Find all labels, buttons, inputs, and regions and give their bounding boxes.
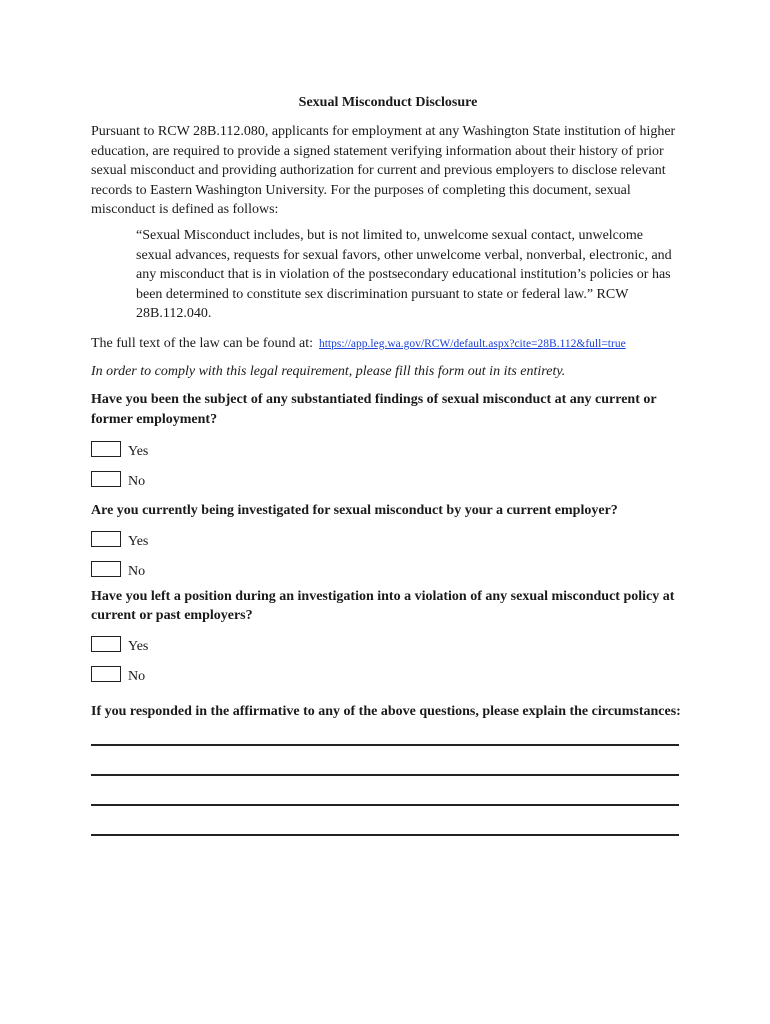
explanation-prompt: If you responded in the affirmative to any of the above questions, please explain the circumstances: [91, 703, 681, 719]
question-3-yes-checkbox[interactable] [91, 636, 121, 652]
question-1-yes-label: Yes [128, 444, 149, 460]
question-3-yes-label: Yes [128, 638, 149, 654]
question-1-text: Have you been the subject of any substantiated findings of sexual misconduct at any current or former employment? [91, 391, 657, 427]
question-1-options [91, 437, 681, 497]
definition-quote: “Sexual Misconduct includes, but is not limited to, unwelcome sexual contact, unwelcome sexual advances, requests for sexual favors, other unwelcome verbal, nonverbal, electronic, and any misconduct that is in violation of the postsecondary educational institution’s policies or has been determined to constitute sex discrimination pursuant to state or federal law.” RCW 28B.112.040. [136, 227, 672, 322]
question-block-1 [91, 390, 681, 497]
explanation-block [91, 702, 681, 836]
question-2-yes-checkbox[interactable] [91, 531, 121, 547]
answer-line-2[interactable] [91, 774, 679, 776]
question-2-yes-label: Yes [128, 533, 149, 549]
question-2-text: Are you currently being investigated for sexual misconduct by your a current employer? [91, 503, 618, 519]
question-3-no-checkbox[interactable] [91, 666, 121, 682]
question-1-option-yes [91, 437, 681, 467]
question-3-text: Have you left a position during an investigation into a violation of any sexual misconduct policy at current or past employers? [91, 588, 675, 624]
instruction-text: In order to comply with this legal requirement, please fill this form out in its entirety. [91, 363, 566, 379]
question-2-option-yes [91, 527, 681, 557]
law-reference-text: The full text of the law can be found at: [91, 335, 313, 351]
answer-line-4[interactable] [91, 834, 679, 836]
answer-line-1[interactable] [91, 744, 679, 746]
question-2-no-label: No [128, 563, 146, 579]
question-1-no-checkbox[interactable] [91, 471, 121, 487]
question-3-options [91, 632, 681, 692]
law-reference [91, 334, 681, 354]
explanation-answer-area [91, 744, 681, 836]
intro-paragraph: Pursuant to RCW 28B.112.080, applicants for employment at any Washington State institution of higher education, are required to provide a signed statement verifying information about their history of prior sexual misconduct and providing authorization for current and previous employers to disclose relevant records to Eastern Washington University. For the purposes of completing this document, sexual misconduct is defined as follows: [91, 124, 676, 218]
question-2-options [91, 527, 681, 587]
question-3-option-no [91, 662, 681, 692]
form-page [91, 94, 681, 864]
question-block-3 [91, 587, 681, 692]
question-1-option-no [91, 467, 681, 497]
question-3-option-yes [91, 632, 681, 662]
question-2-option-no [91, 557, 681, 587]
question-2-no-checkbox[interactable] [91, 561, 121, 577]
question-1-no-label: No [128, 474, 146, 490]
answer-line-3[interactable] [91, 804, 679, 806]
question-3-no-label: No [128, 668, 146, 684]
question-1-yes-checkbox[interactable] [91, 441, 121, 457]
question-block-2 [91, 501, 681, 587]
law-link[interactable]: https://app.leg.wa.gov/RCW/default.aspx?cite=28B.112&full=true [318, 337, 626, 350]
document-title: Sexual Misconduct Disclosure [298, 95, 478, 110]
